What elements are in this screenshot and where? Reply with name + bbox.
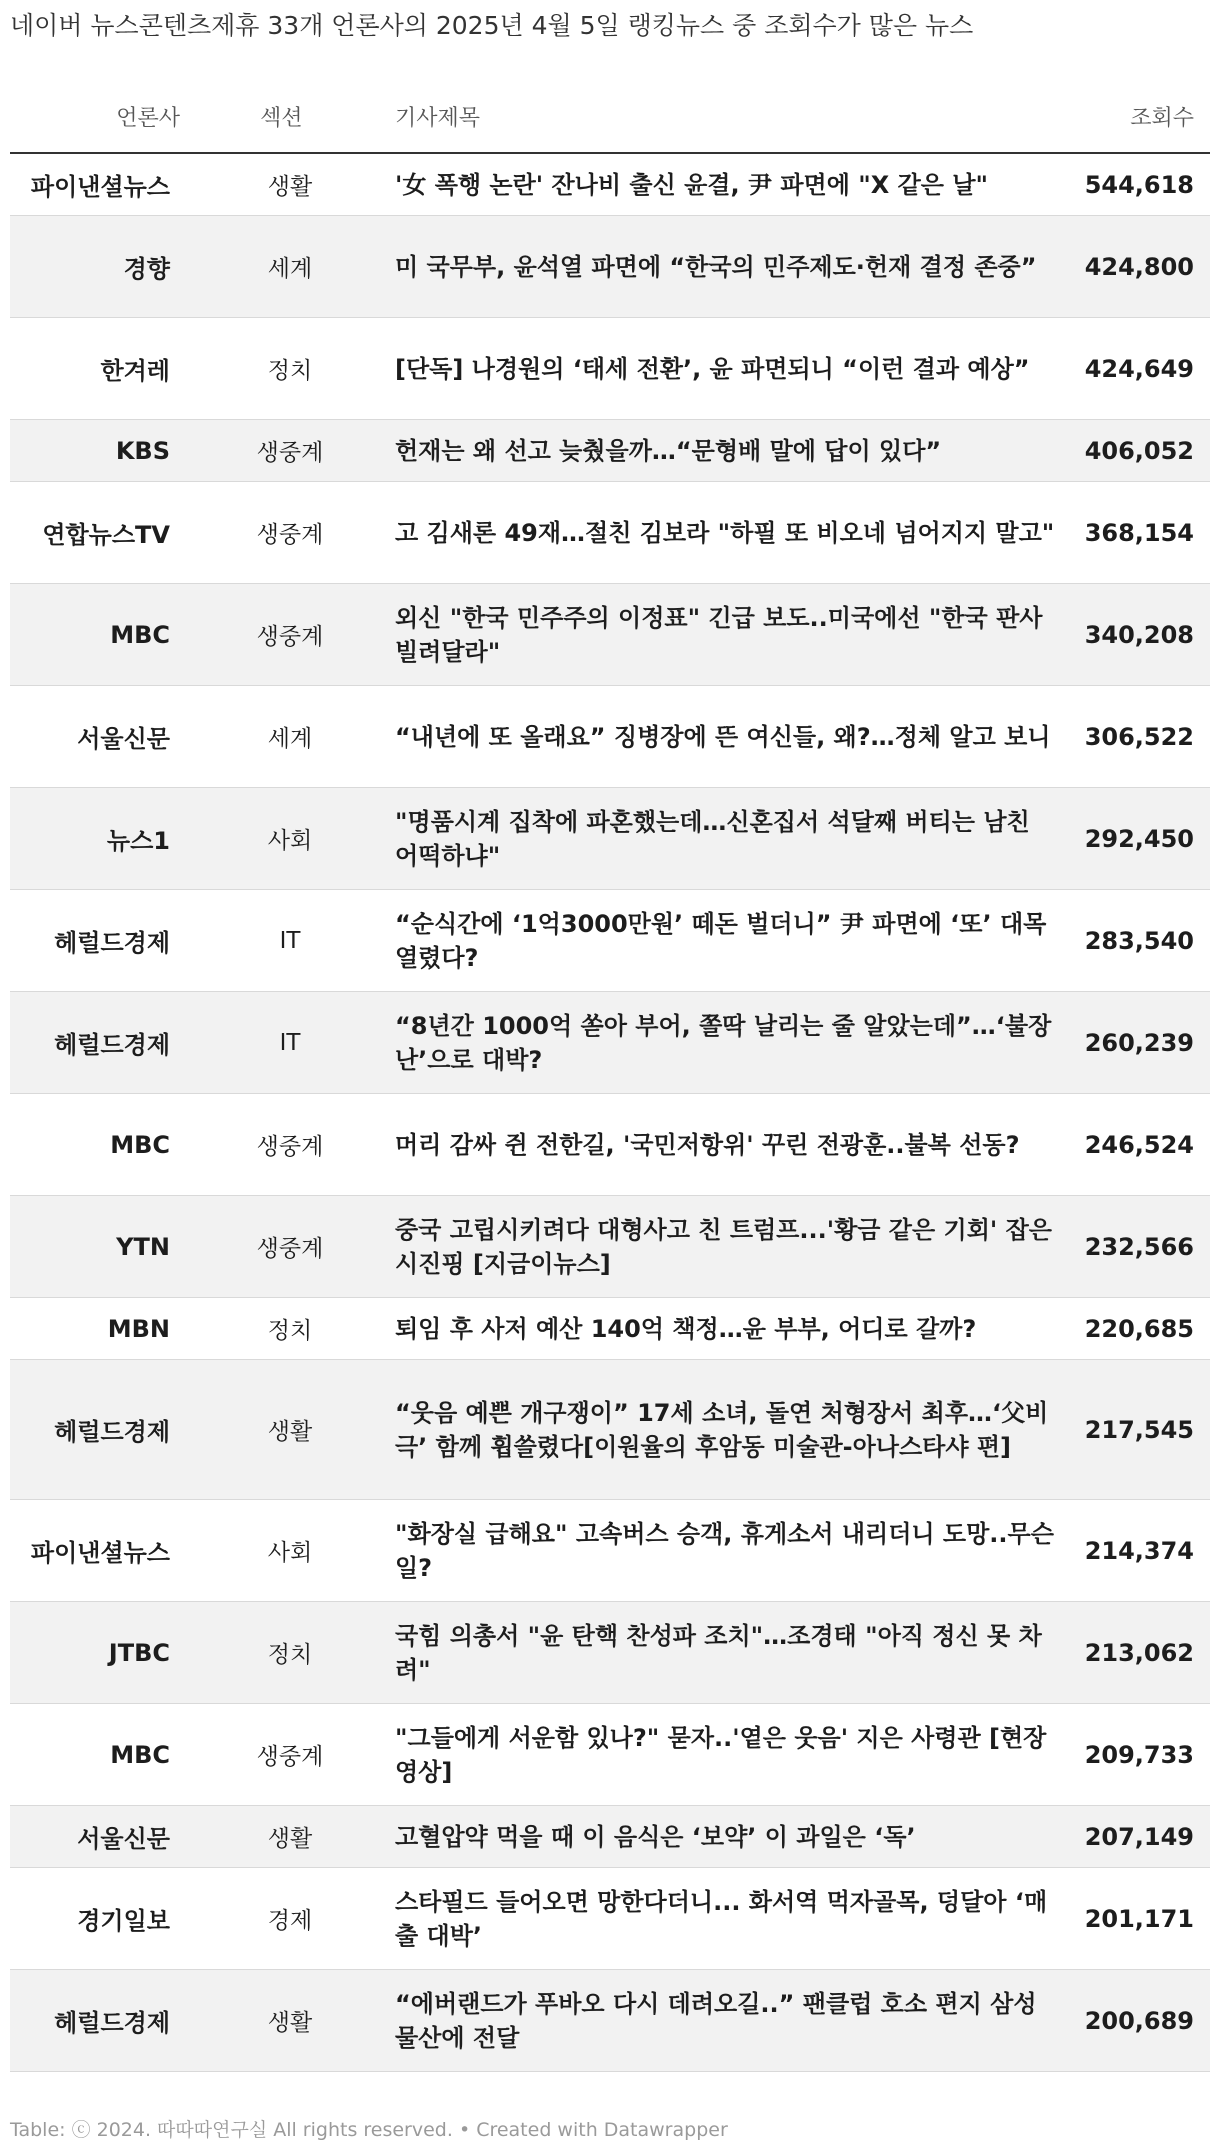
cell-section: 생활 bbox=[267, 1419, 313, 1445]
table-row[interactable] bbox=[10, 686, 1210, 788]
article-title-text[interactable]: '女 폭행 논란' 잔나비 출신 윤결, 尹 파면에 "X 같은 날" bbox=[395, 170, 989, 199]
table-row[interactable] bbox=[10, 1970, 1210, 2072]
cell-section: IT bbox=[279, 927, 301, 954]
cell-section: 생중계 bbox=[256, 1236, 324, 1262]
cell-outlet: MBC bbox=[110, 620, 170, 649]
cell-outlet: 헤럴드경제 bbox=[54, 2009, 170, 2037]
cell-views: 368,154 bbox=[1084, 518, 1194, 547]
article-title-text[interactable]: 고혈압약 먹을 때 이 음식은 ‘보약’ 이 과일은 ‘독’ bbox=[395, 1822, 916, 1851]
table-row[interactable] bbox=[10, 1602, 1210, 1704]
cell-article-title bbox=[395, 1970, 1055, 2071]
cell-article-title bbox=[395, 482, 1055, 583]
cell-section: 생중계 bbox=[256, 1134, 324, 1160]
table-row[interactable] bbox=[10, 1806, 1210, 1868]
table-body bbox=[10, 154, 1210, 2072]
cell-section: IT bbox=[279, 1029, 301, 1056]
table-row[interactable] bbox=[10, 1704, 1210, 1806]
table-row[interactable] bbox=[10, 1298, 1210, 1360]
article-title-text[interactable]: "명품시계 집착에 파혼했는데…신혼집서 석달째 버티는 남친 어떡하냐" bbox=[395, 807, 1030, 870]
cell-article-title bbox=[395, 1298, 1055, 1359]
cell-outlet: 뉴스1 bbox=[106, 827, 170, 855]
table-row[interactable] bbox=[10, 482, 1210, 584]
article-title-text[interactable]: 중국 고립시키려다 대형사고 친 트럼프...'황금 같은 기회' 잡은 시진핑 [지금이뉴스] bbox=[395, 1215, 1052, 1278]
cell-section: 생중계 bbox=[256, 624, 324, 650]
cell-article-title bbox=[395, 1094, 1055, 1195]
table-row[interactable] bbox=[10, 420, 1210, 482]
table-row[interactable] bbox=[10, 318, 1210, 420]
cell-views: 340,208 bbox=[1084, 620, 1194, 649]
article-title-text[interactable]: “8년간 1000억 쏟아 부어, 쫄딱 날리는 줄 알았는데”…‘불장난’으로 대박? bbox=[395, 1011, 1052, 1074]
table-row[interactable] bbox=[10, 1360, 1210, 1500]
cell-article-title bbox=[395, 318, 1055, 419]
cell-views: 220,685 bbox=[1084, 1314, 1194, 1343]
cell-section: 사회 bbox=[267, 828, 313, 854]
article-title-text[interactable]: 머리 감싸 쥔 전한길, '국민저항위' 꾸린 전광훈..불복 선동? bbox=[395, 1130, 1020, 1159]
cell-section: 생중계 bbox=[256, 1744, 324, 1770]
column-header-section[interactable]: 섹션 bbox=[260, 106, 303, 131]
article-title-text[interactable]: 미 국무부, 윤석열 파면에 “한국의 민주제도·헌재 결정 존중” bbox=[395, 252, 1037, 281]
cell-views: 209,733 bbox=[1084, 1740, 1194, 1769]
cell-section: 정치 bbox=[267, 1642, 313, 1668]
cell-section: 생중계 bbox=[256, 440, 324, 466]
cell-article-title bbox=[395, 1196, 1055, 1297]
article-title-text[interactable]: [단독] 나경원의 ‘태세 전환’, 윤 파면되니 “이런 결과 예상” bbox=[395, 354, 1030, 383]
cell-outlet: 파이낸셜뉴스 bbox=[30, 173, 170, 201]
cell-article-title bbox=[395, 584, 1055, 685]
cell-outlet: MBC bbox=[110, 1130, 170, 1159]
table-header bbox=[10, 96, 1210, 154]
article-title-text[interactable]: 외신 "한국 민주주의 이정표" 긴급 보도..미국에선 "한국 판사 빌려달라" bbox=[395, 603, 1043, 666]
cell-section: 정치 bbox=[267, 1318, 313, 1344]
cell-article-title bbox=[395, 1360, 1055, 1499]
cell-views: 201,171 bbox=[1084, 1904, 1194, 1933]
column-header-article[interactable]: 기사제목 bbox=[395, 106, 481, 131]
cell-article-title bbox=[395, 1868, 1055, 1969]
table-row[interactable] bbox=[10, 890, 1210, 992]
table-row[interactable] bbox=[10, 788, 1210, 890]
cell-article-title bbox=[395, 890, 1055, 991]
cell-views: 214,374 bbox=[1084, 1536, 1194, 1565]
cell-views: 292,450 bbox=[1084, 824, 1194, 853]
table-row[interactable] bbox=[10, 992, 1210, 1094]
cell-outlet: 헤럴드경제 bbox=[54, 1031, 170, 1059]
cell-outlet: KBS bbox=[115, 436, 170, 465]
cell-outlet: 헤럴드경제 bbox=[54, 929, 170, 957]
table-row[interactable] bbox=[10, 1094, 1210, 1196]
column-header-outlet[interactable]: 언론사 bbox=[116, 106, 180, 131]
cell-views: 207,149 bbox=[1084, 1822, 1194, 1851]
cell-outlet: 연합뉴스TV bbox=[42, 521, 170, 549]
cell-outlet: JTBC bbox=[108, 1638, 170, 1667]
article-title-text[interactable]: "그들에게 서운함 있나?" 묻자..'옅은 웃음' 지은 사령관 [현장영상] bbox=[395, 1723, 1047, 1786]
cell-views: 283,540 bbox=[1084, 926, 1194, 955]
cell-article-title bbox=[395, 686, 1055, 787]
cell-views: 306,522 bbox=[1084, 722, 1194, 751]
article-title-text[interactable]: “내년에 또 올래요” 징병장에 뜬 여신들, 왜?…정체 알고 보니 bbox=[395, 722, 1051, 751]
cell-views: 200,689 bbox=[1084, 2006, 1194, 2035]
article-title-text[interactable]: “순식간에 ‘1억3000만원’ 떼돈 벌더니” 尹 파면에 ‘또’ 대목 열렸다? bbox=[395, 909, 1047, 972]
cell-views: 213,062 bbox=[1084, 1638, 1194, 1667]
cell-section: 정치 bbox=[267, 358, 313, 384]
cell-outlet: YTN bbox=[116, 1232, 170, 1261]
column-header-views[interactable]: 조회수 bbox=[1130, 106, 1194, 131]
cell-outlet: 헤럴드경제 bbox=[54, 1418, 170, 1446]
cell-section: 경제 bbox=[267, 1908, 313, 1934]
article-title-text[interactable]: 헌재는 왜 선고 늦췄을까…“문형배 말에 답이 있다” bbox=[395, 436, 942, 465]
table-row[interactable] bbox=[10, 154, 1210, 216]
article-title-text[interactable]: 국힘 의총서 "윤 탄핵 찬성파 조치"…조경태 "아직 정신 못 차려" bbox=[395, 1621, 1042, 1684]
cell-article-title bbox=[395, 1806, 1055, 1867]
table-title: 네이버 뉴스콘텐츠제휴 33개 언론사의 2025년 4월 5일 랭킹뉴스 중 조회수가 많은 뉴스 bbox=[10, 11, 974, 40]
article-title-text[interactable]: “웃음 예쁜 개구쟁이” 17세 소녀, 돌연 처형장서 최후…‘父비극’ 함께 휩쓸렸다[이원율의 후암동 미술관-아나스타샤 편] bbox=[395, 1398, 1049, 1461]
cell-section: 생활 bbox=[267, 1826, 313, 1852]
cell-views: 232,566 bbox=[1084, 1232, 1194, 1261]
cell-views: 424,800 bbox=[1084, 252, 1194, 281]
table-row[interactable] bbox=[10, 1500, 1210, 1602]
table-row[interactable] bbox=[10, 1868, 1210, 1970]
article-title-text[interactable]: 스타필드 들어오면 망한다더니... 화서역 먹자골목, 덩달아 ‘매출 대박’ bbox=[395, 1887, 1048, 1950]
article-title-text[interactable]: 퇴임 후 사저 예산 140억 책정…윤 부부, 어디로 갈까? bbox=[395, 1314, 977, 1343]
cell-views: 217,545 bbox=[1084, 1415, 1194, 1444]
cell-outlet: 한겨레 bbox=[100, 357, 170, 385]
cell-article-title bbox=[395, 992, 1055, 1093]
cell-outlet: 경향 bbox=[123, 255, 170, 283]
cell-article-title bbox=[395, 1500, 1055, 1601]
table-row[interactable] bbox=[10, 1196, 1210, 1298]
table-row[interactable] bbox=[10, 216, 1210, 318]
cell-section: 세계 bbox=[267, 726, 313, 752]
cell-outlet: 파이낸셜뉴스 bbox=[30, 1539, 170, 1567]
cell-views: 260,239 bbox=[1084, 1028, 1194, 1057]
article-title-text[interactable]: "화장실 급해요" 고속버스 승객, 휴게소서 내리더니 도망..무슨 일? bbox=[395, 1519, 1054, 1582]
cell-outlet: MBN bbox=[107, 1314, 170, 1343]
article-title-text[interactable]: 고 김새론 49재…절친 김보라 "하필 또 비오네 넘어지지 말고" bbox=[395, 518, 1055, 547]
cell-article-title bbox=[395, 1704, 1055, 1805]
cell-outlet: MBC bbox=[110, 1740, 170, 1769]
cell-section: 사회 bbox=[267, 1540, 313, 1566]
cell-article-title bbox=[395, 788, 1055, 889]
article-title-text[interactable]: “에버랜드가 푸바오 다시 데려오길..” 팬클럽 호소 편지 삼성물산에 전달 bbox=[395, 1989, 1037, 2052]
cell-article-title bbox=[395, 420, 1055, 481]
cell-outlet: 서울신문 bbox=[77, 1825, 170, 1853]
cell-views: 424,649 bbox=[1084, 354, 1194, 383]
cell-section: 세계 bbox=[267, 256, 313, 282]
cell-outlet: 경기일보 bbox=[77, 1907, 170, 1935]
cell-article-title bbox=[395, 216, 1055, 317]
cell-section: 생중계 bbox=[256, 522, 324, 548]
table-footer: Table: ⓒ 2024. 따따따연구실 All rights reserved. • Created with Datawrapper bbox=[10, 2119, 728, 2141]
cell-article-title bbox=[395, 154, 1055, 215]
cell-outlet: 서울신문 bbox=[77, 725, 170, 753]
cell-section: 생활 bbox=[267, 174, 313, 200]
cell-article-title bbox=[395, 1602, 1055, 1703]
table-row[interactable] bbox=[10, 584, 1210, 686]
cell-views: 544,618 bbox=[1084, 170, 1194, 199]
cell-views: 246,524 bbox=[1084, 1130, 1194, 1159]
cell-views: 406,052 bbox=[1084, 436, 1194, 465]
cell-section: 생활 bbox=[267, 2010, 313, 2036]
